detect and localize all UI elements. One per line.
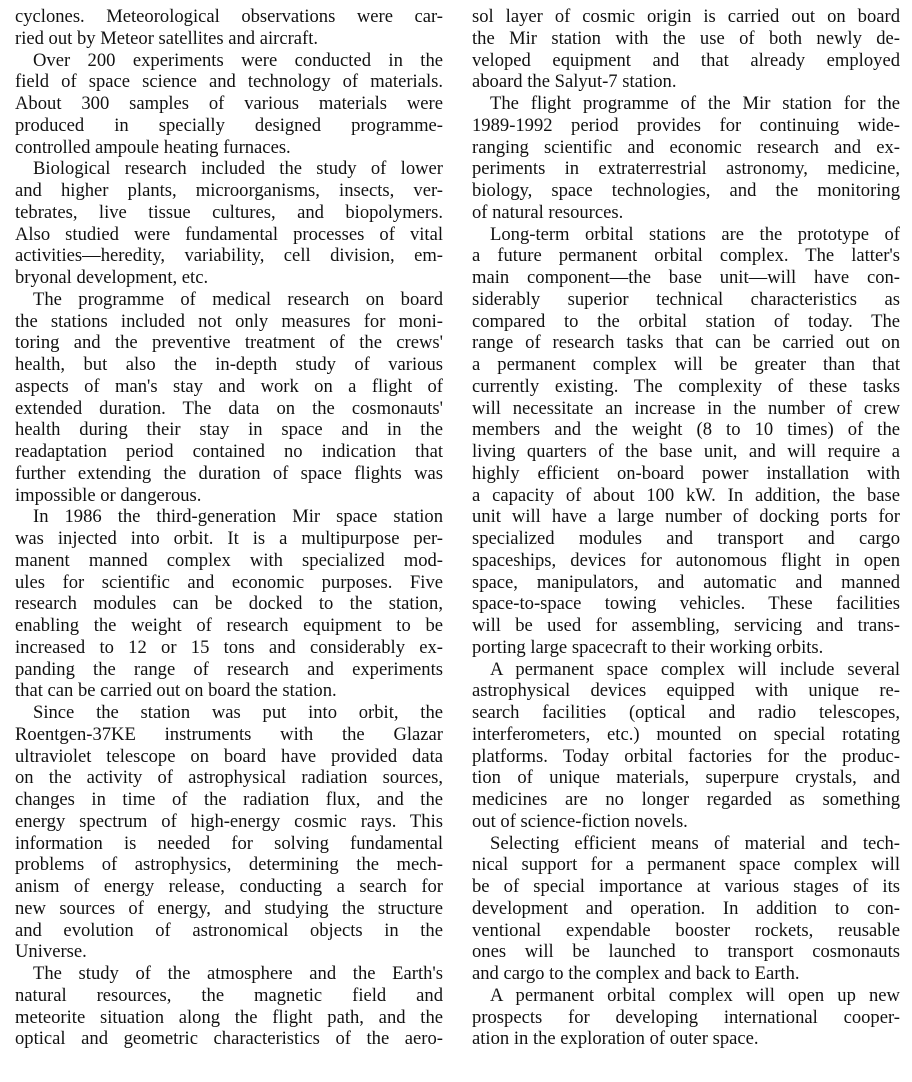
text-line: A permanent orbital complex will open up new <box>490 984 900 1006</box>
paragraph <box>472 224 900 659</box>
text-line: tion of unique materials, superpure crystals, and <box>472 767 900 789</box>
text-line: and evolution of astronomical objects in the <box>15 919 443 941</box>
paragraph <box>15 506 443 702</box>
text-line: further extending the duration of space flights was <box>15 462 443 484</box>
text-line: The study of the atmosphere and the Earth's <box>33 963 443 984</box>
text-line: of natural resources. <box>472 201 624 223</box>
text-line: platforms. Today orbital factories for the produc- <box>472 745 900 767</box>
text-line: Biological research included the study of lower <box>33 158 443 180</box>
text-line: ried out by Meteor satellites and aircraft. <box>15 27 319 49</box>
text-line: medicines are no longer regarded as something <box>472 789 900 810</box>
text-line: search facilities (optical and radio telescopes, <box>472 702 900 723</box>
paragraph <box>15 158 443 289</box>
text-line: aboard the Salyut-7 station. <box>472 71 677 93</box>
text-line: enabling the weight of research equipment to be <box>15 615 443 636</box>
text-line: porting large spacecraft to their working orbits. <box>472 636 824 658</box>
paragraph <box>15 289 443 507</box>
text-line: specialized modules and transport and cargo <box>472 528 900 549</box>
text-line: ventional expendable booster rockets, reusable <box>472 919 900 941</box>
text-line: the Mir station with the use of both newly de- <box>472 27 900 49</box>
text-line: The flight programme of the Mir station for the <box>490 93 900 114</box>
text-line: natural resources, the magnetic field and <box>15 984 443 1006</box>
paragraph <box>472 93 900 224</box>
text-line: astrophysical devices equipped with unique re- <box>472 680 900 702</box>
paragraph <box>15 963 443 1050</box>
text-line: a capacity of about 100 kW. In addition, the base <box>472 484 900 506</box>
text-line: development and operation. In addition to con- <box>472 897 900 919</box>
text-line: A permanent space complex will include several <box>490 658 900 680</box>
text-line: anism of energy release, conducting a search for <box>15 876 443 897</box>
text-line: sol layer of cosmic origin is carried out on board <box>472 6 900 27</box>
text-line: produced in specially designed programme- <box>15 114 443 136</box>
text-line: research modules can be docked to the station, <box>15 593 443 615</box>
text-line: tebrates, live tissue cultures, and biopolymers. <box>15 201 443 223</box>
text-line: panding the range of research and experiments <box>15 658 443 680</box>
text-line: Over 200 experiments were conducted in the <box>33 49 443 71</box>
text-line: The programme of medical research on board <box>33 288 443 310</box>
text-line: manent manned complex with specialized mod- <box>15 549 443 571</box>
text-line: biology, space technologies, and the monitoring <box>472 180 900 201</box>
paragraph <box>472 985 900 1050</box>
text-line: extended duration. The data on the cosmonauts' <box>15 397 443 419</box>
text-line: impossible or dangerous. <box>15 484 202 506</box>
text-line: currently existing. The complexity of these tasks <box>472 375 900 397</box>
text-line: prospects for developing international cooper- <box>472 1006 900 1028</box>
text-line: ones will be launched to transport cosmonauts <box>472 941 900 963</box>
text-line: ules for scientific and economic purposes. Five <box>15 571 443 593</box>
text-line: cyclones. Meteorological observations were car- <box>15 6 443 27</box>
text-line: Roentgen-37KE instruments with the Glazar <box>15 723 443 745</box>
text-line: bryonal development, etc. <box>15 267 209 288</box>
text-line: aspects of man's stay and work on a flight of <box>15 375 443 397</box>
text-line: living quarters of the base unit, and will require a <box>472 441 900 462</box>
text-line: highly efficient on-board power installation with <box>472 462 900 484</box>
text-line: spaceships, devices for autonomous flight in open <box>472 549 900 571</box>
text-line: increased to 12 or 15 tons and considerably ex- <box>15 636 443 658</box>
text-line: members and the weight (8 to 10 times) of the <box>472 419 900 441</box>
text-line: health, but also the in-depth study of various <box>15 354 443 375</box>
text-line: 1989-1992 period provides for continuing wide- <box>472 114 900 136</box>
text-line: activities—heredity, variability, cell division, em- <box>15 245 443 267</box>
paragraph <box>15 6 443 50</box>
text-line: out of science-fiction novels. <box>472 810 688 832</box>
text-line: range of research tasks that can be carried out on <box>472 332 900 354</box>
text-line: field of space science and technology of materials. <box>15 71 443 93</box>
text-line: About 300 samples of various materials were <box>15 93 443 114</box>
text-line: Selecting efficient means of material and tech- <box>490 832 900 854</box>
text-line: health during their stay in space and in the <box>15 419 443 441</box>
text-line: be of special importance at various stages of its <box>472 876 900 897</box>
text-line: a future permanent orbital complex. The latter's <box>472 245 900 267</box>
text-line: veloped equipment and that already employed <box>472 49 900 71</box>
text-line: meteorite situation along the flight path, and the <box>15 1006 443 1028</box>
text-line: problems of astrophysics, determining the mech- <box>15 854 443 876</box>
left-column <box>15 6 443 1050</box>
text-line: siderably superior technical characteristics as <box>472 288 900 310</box>
text-line: space, manipulators, and automatic and manned <box>472 571 900 593</box>
text-line: interferometers, etc.) mounted on special rotating <box>472 723 900 745</box>
text-line: Also studied were fundamental processes of vital <box>15 223 443 245</box>
text-line: ation in the exploration of outer space. <box>472 1028 759 1050</box>
text-line: that can be carried out on board the station. <box>15 680 337 702</box>
right-column <box>472 6 900 1050</box>
text-line: Long-term orbital stations are the prototype of <box>490 223 900 245</box>
text-line: main component—the base unit—will have con- <box>472 267 900 288</box>
text-line: optical and geometric characteristics of the aero- <box>15 1028 443 1050</box>
text-line: nical support for a permanent space complex will <box>472 854 900 876</box>
text-line: space-to-space towing vehicles. These facilities <box>472 593 900 615</box>
text-line: will be used for assembling, servicing and trans- <box>472 615 900 636</box>
text-line: on the activity of astrophysical radiation sources, <box>15 767 443 789</box>
text-line: ultraviolet telescope on board have provided data <box>15 745 443 767</box>
text-line: controlled ampoule heating furnaces. <box>15 136 291 158</box>
paragraph <box>15 50 443 159</box>
text-line: and higher plants, microorganisms, insects, ver- <box>15 180 443 201</box>
text-line: readaptation period contained no indication that <box>15 441 443 462</box>
paragraph <box>472 833 900 985</box>
text-line: changes in time of the radiation flux, and the <box>15 789 443 810</box>
text-line: will necessitate an increase in the number of crew <box>472 397 900 419</box>
text-line: information is needed for solving fundamental <box>15 832 443 854</box>
text-line: the stations included not only measures for moni- <box>15 310 443 332</box>
text-line: ranging scientific and economic research and ex- <box>472 136 900 158</box>
text-line: compared to the orbital station of today. The <box>472 310 900 332</box>
text-line: energy spectrum of high-energy cosmic rays. This <box>15 810 443 832</box>
text-line: In 1986 the third-generation Mir space station <box>33 506 443 528</box>
text-line: Universe. <box>15 941 87 963</box>
paragraph <box>472 6 900 93</box>
text-line: was injected into orbit. It is a multipurpose per- <box>15 528 443 549</box>
text-line: Since the station was put into orbit, the <box>33 702 443 723</box>
text-line: and cargo to the complex and back to Earth. <box>472 963 800 984</box>
text-line: toring and the preventive treatment of the crews' <box>15 332 443 354</box>
text-line: new sources of energy, and studying the structure <box>15 897 443 919</box>
paragraph <box>15 702 443 963</box>
text-line: unit will have a large number of docking ports for <box>472 506 900 528</box>
text-line: a permanent complex will be greater than that <box>472 354 900 375</box>
text-line: periments in extraterrestrial astronomy, medicine, <box>472 158 900 180</box>
paragraph <box>472 659 900 833</box>
